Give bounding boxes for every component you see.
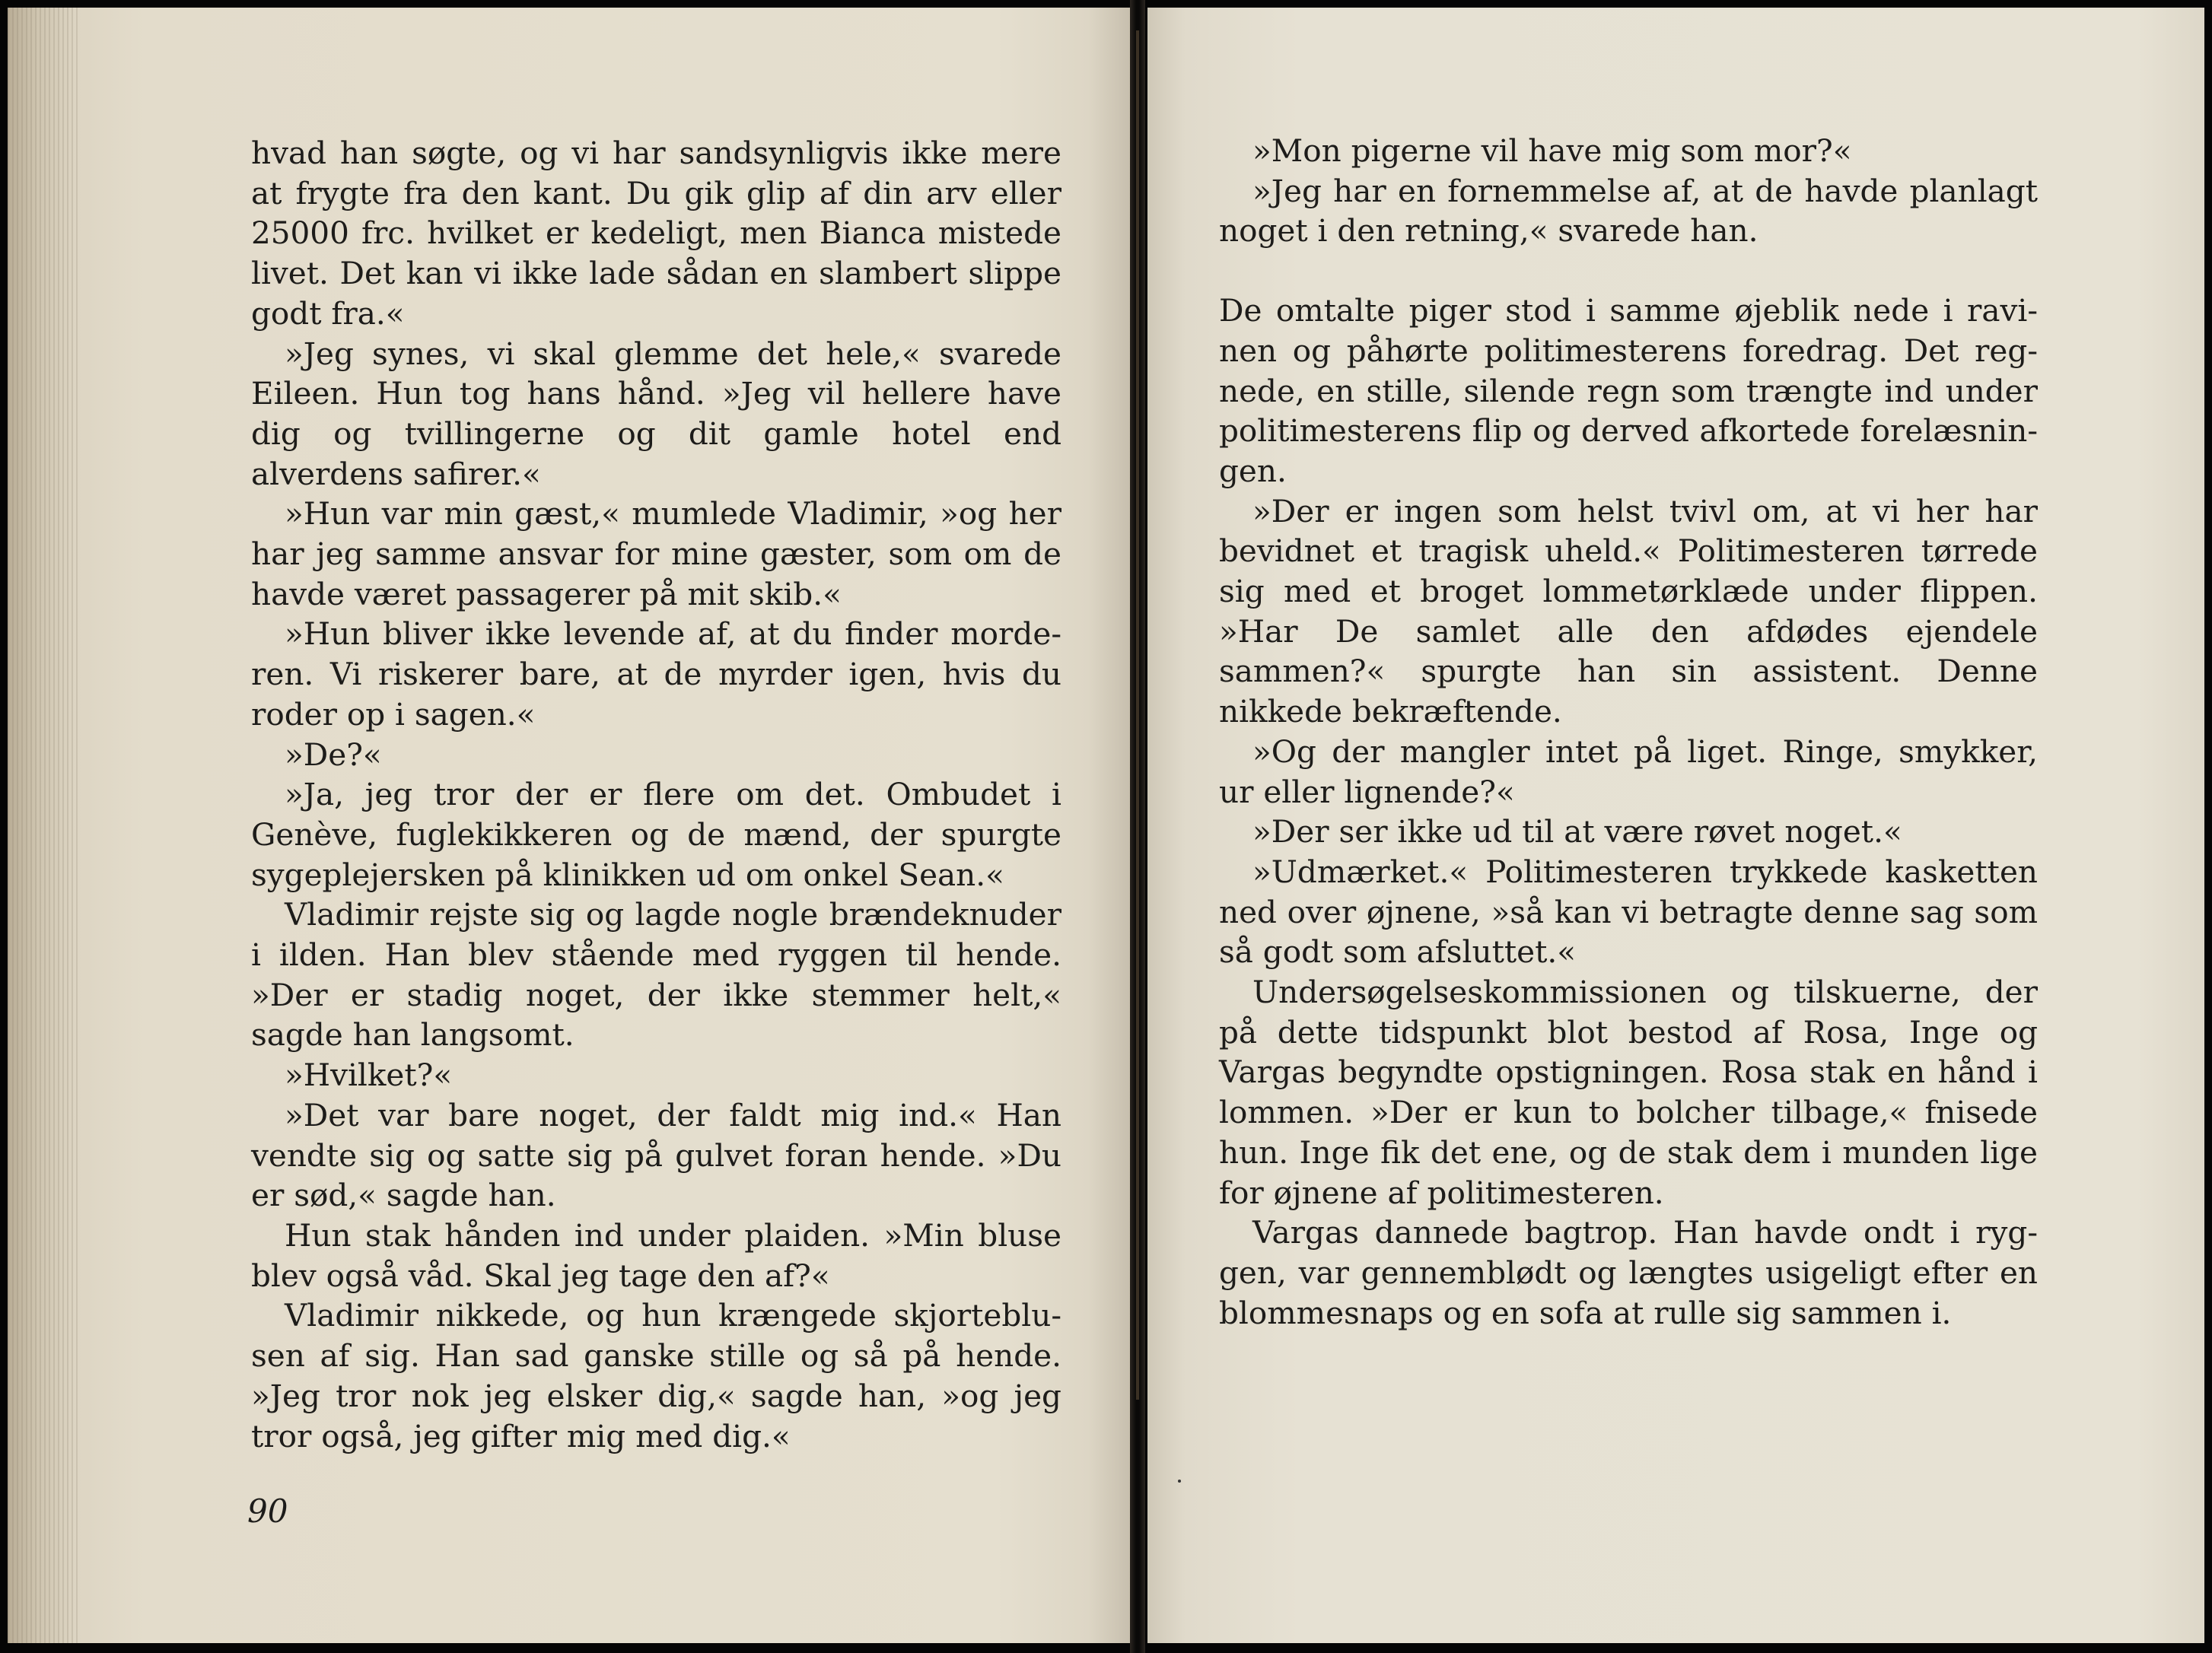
- paragraph: »Jeg synes, vi skal glemme det hele,« svarede Eileen. Hun tog hans hånd. »Jeg vil hellere have dig og tvillingerne og dit gamle hotel end alverdens safirer.«: [251, 335, 1061, 492]
- paragraph: »De?«: [285, 736, 382, 773]
- left-page-text: [251, 133, 1061, 1456]
- paragraph: »Der ser ikke ud til at være røvet noget.«: [1252, 813, 1902, 850]
- paragraph: »Mon pigerne vil have mig som mor?«: [1252, 132, 1852, 169]
- paragraph: »Jeg har en fornemmelse af, at de havde planlagt noget i den retning,« svarede han.: [1219, 172, 2038, 250]
- right-page-text: [1219, 131, 2038, 1333]
- ink-speck: [1178, 1480, 1181, 1483]
- paragraph: Hun stak hånden ind under plaiden. »Min bluse blev også våd. Skal jeg tage den af?«: [251, 1216, 1061, 1294]
- paragraph: hvad han søgte, og vi har sandsynligvis ikke mere at frygte fra den kant. Du gik glip af din arv eller 25000 frc. hvilket er kedeligt, men Bianca mistede livet. Det kan vi ikke lade sådan en slambert slippe godt fra.«: [251, 135, 1061, 332]
- paragraph: Undersøgelseskommissionen og tilskuerne, der på dette tidspunkt blot bestod af Rosa, Inge og Vargas begyndte opstigningen. Rosa stak en hånd i lommen. »Der er kun to bolcher tilbage,« fnisede hun. Inge fik det ene, og de stak dem i munden lige for øjnene af politimesteren.: [1219, 974, 2038, 1211]
- paragraph: »Hun bliver ikke levende af, at du finder morderen. Vi riskerer bare, at de myrder igen, hvis du roder op i sagen.«: [251, 615, 1061, 733]
- paragraph: De omtalte piger stod i samme øjeblik nede i ravinen og påhørte politimesterens foredrag. Det regnede, en stille, silende regn som trængte ind under politimesterens flip og derved afkortede forelæsningen.: [1219, 292, 2038, 489]
- left-page: [8, 8, 1130, 1643]
- paragraph: »Hun var min gæst,« mumlede Vladimir, »og her har jeg samme ansvar for mine gæster, som om de havde været passagerer på mit skib.«: [251, 495, 1061, 612]
- paragraph: »Og der mangler intet på liget. Ringe, smykker, ur eller lignende?«: [1219, 733, 2038, 810]
- paragraph: »Hvilket?«: [285, 1057, 453, 1094]
- page-number: 90: [247, 1492, 288, 1530]
- paragraph: Vladimir rejste sig og lagde nogle brændeknuder i ilden. Han blev stående med ryggen til hende. »Der er stadig noget, der ikke stemmer helt,« sagde han langsomt.: [251, 896, 1061, 1054]
- right-page: [1147, 8, 2204, 1643]
- paragraph: »Udmærket.« Politimesteren trykkede kasketten ned over øjnene, »så kan vi betragte denne sag som så godt som afsluttet.«: [1219, 853, 2038, 971]
- paragraph: »Der er ingen som helst tvivl om, at vi her har bevidnet et tragisk uheld.« Politimesteren tørrede sig med et broget lommetørklæde under flippen. »Har De samlet alle den afdødes ejendele sammen?« spurgte han sin assistent. Denne nikkede bekræftende.: [1219, 492, 2038, 730]
- paragraph: »Ja, jeg tror der er flere om det. Ombudet i Genève, fuglekikkeren og de mænd, der spurgte sygeplejersken på klinikken ud om onkel Sean.«: [251, 776, 1061, 893]
- paragraph: Vargas dannede bagtrop. Han havde ondt i ryggen, var gennemblødt og længtes usigeligt efter en blommesnaps og en sofa at rulle sig sammen i.: [1219, 1214, 2038, 1331]
- paragraph: »Det var bare noget, der faldt mig ind.« Han vendte sig og satte sig på gulvet foran hende. »Du er sød,« sagde han.: [251, 1096, 1061, 1214]
- book-gutter: [1130, 0, 1145, 1653]
- paragraph: Vladimir nikkede, og hun krængede skjorteblusen af sig. Han sad ganske stille og så på hende. »Jeg tror nok jeg elsker dig,« sagde han, »og jeg tror også, jeg gifter mig med dig.«: [251, 1297, 1061, 1454]
